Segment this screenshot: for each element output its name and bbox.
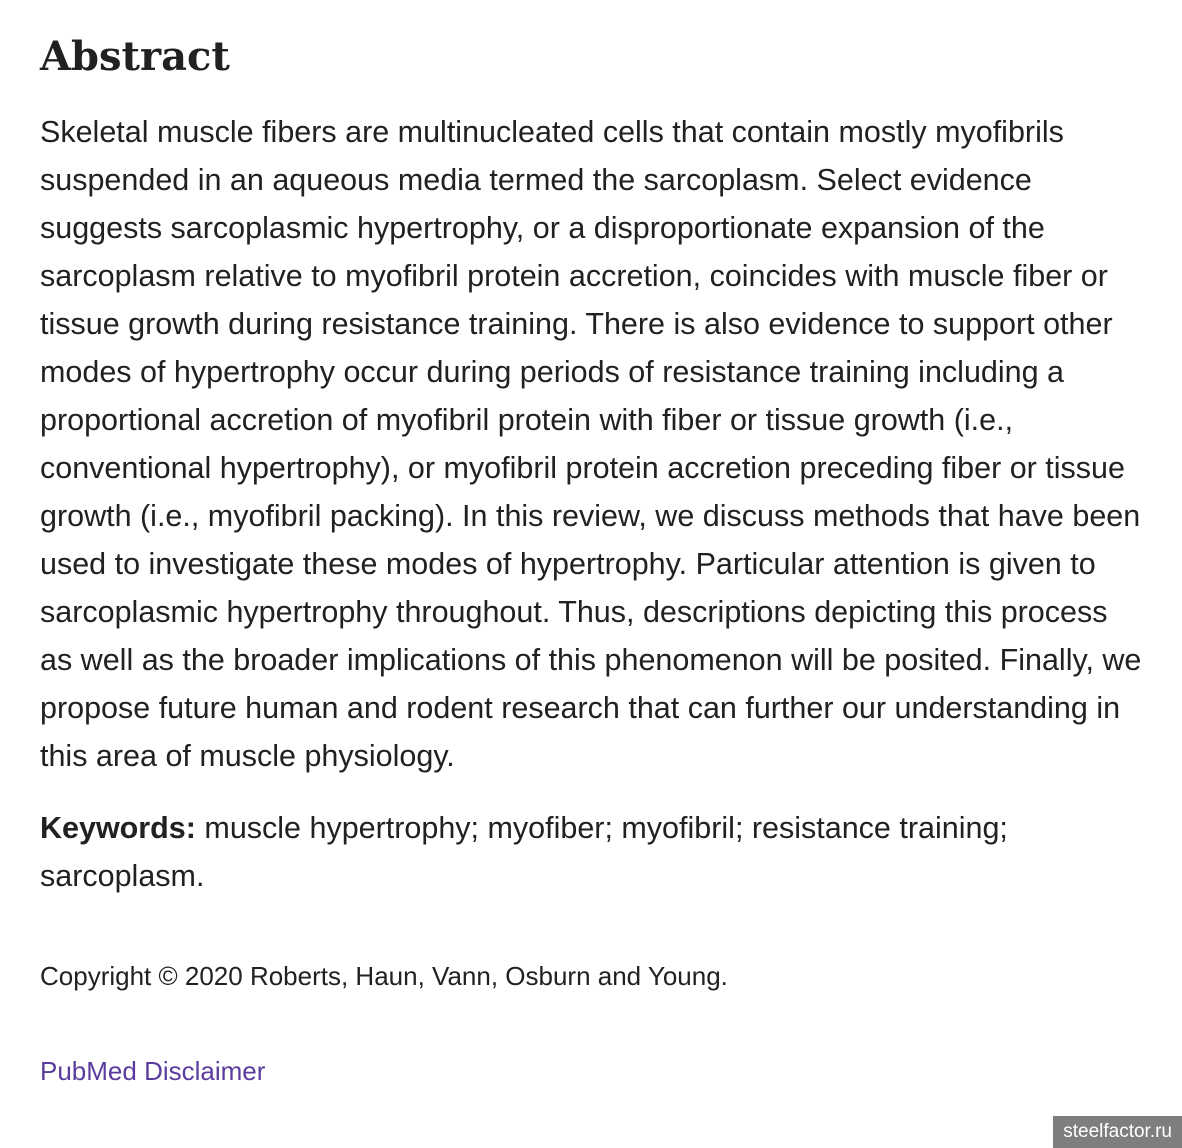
watermark: steelfactor.ru [1053,1116,1182,1148]
pubmed-disclaimer-link[interactable]: PubMed Disclaimer [40,1056,266,1086]
keywords [40,804,1148,900]
copyright-notice: Copyright © 2020 Roberts, Haun, Vann, Osburn and Young. [40,961,728,991]
abstract-section [40,28,1148,1091]
abstract-text: Skeletal muscle fibers are multinucleated cells that contain mostly myofibrils suspended in an aqueous media termed the sarcoplasm. Select evidence suggests sarcoplasmic hypertrophy, or a disproportionate expansion of the sarcoplasm relative to myofibril protein accretion, coincides with muscle fiber or tissue growth during resistance training. There is also evidence to support other modes of hypertrophy occur during periods of resistance training including a proportional accretion of myofibril protein with fiber or tissue growth (i.e., conventional hypertrophy), or myofibril protein accretion preceding fiber or tissue growth (i.e., myofibril packing). In this review, we discuss methods that have been used to investigate these modes of hypertrophy. Particular attention is given to sarcoplasmic hypertrophy throughout. Thus, descriptions depicting this process as well as the broader implications of this phenomenon will be posited. Finally, we propose future human and rodent research that can further our understanding in this area of muscle physiology. [40,115,1142,773]
keywords-list: muscle hypertrophy; myofiber; myofibril; resistance training; sarcoplasm. [40,811,1008,893]
abstract-title: Abstract [40,33,230,80]
keywords-label: Keywords: [40,811,196,845]
